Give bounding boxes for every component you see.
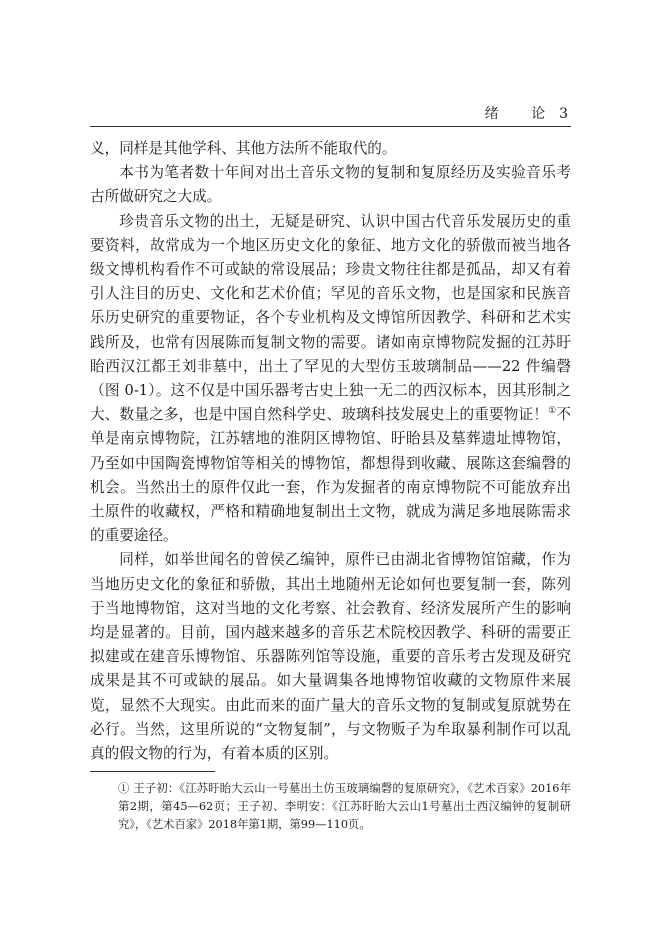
- paragraph-2: 本书为笔者数十年间对出土音乐文物的复制和复原经历及实验音乐考古所做研究之大成。: [90, 164, 571, 206]
- paragraph-3: [90, 210, 571, 549]
- running-header: [90, 100, 571, 127]
- paragraph-4: 同样，如举世闻名的曾侯乙编钟，原件已由湖北省博物馆馆藏，作为当地历史文化的象征和骄傲，其出土地随州无论如何也要复制一套，陈列于当地博物馆，这对当地的文化考察、社会教育、经济发展所产生的影响均是显著的。目前，国内越来越多的音乐艺术院校因教学、科研的需要正拟建或在建音乐博物馆、乐器陈列馆等设施，重要的音乐考古发现及研究成果是其不可或缺的展品。如大量调集各地博物馆收藏的文物原件来展览，显然不大现实。由此而来的面广量大的音乐文物的复制或复原就势在必行。当然，这里所说的“文物复制”，与文物贩子为牟取暴利制作可以乱真的假文物的行为，有着本质的区别。: [90, 551, 571, 763]
- header-text: [485, 103, 569, 123]
- footnote: [90, 780, 571, 834]
- paragraph-3-part-2: 不单是南京博物院，江苏辖地的淮阴区博物馆、盱眙县及墓葬遗址博物馆，乃至如中国陶瓷博物馆等相关的博物馆，都想得到收藏、展陈这套编磬的机会。当然出土的原件仅此一套，作为发掘者的南京博物院不可能放弃出土原件的收藏权，严格和精确地复制出土文物，就成为满足多地展陈需求的重要途径。: [90, 406, 571, 545]
- footnote-rule: [90, 771, 215, 772]
- footnote-marker: ①: [118, 782, 130, 795]
- chapter-title: 绪 论: [484, 106, 560, 122]
- footnote-reference[interactable]: ①: [548, 406, 557, 417]
- paragraph-3-part-1: 珍贵音乐文物的出土，无疑是研究、认识中国古代音乐发展历史的重要资料，故常成为一个地区历史文化的象征、地方文化的骄傲而被当地各级文博机构看作不可或缺的常设展品；珍贵文物往往都是孤品，却又有着引人注目的历史、文化和艺术价值；罕见的音乐文物，也是国家和民族音乐历史研究的重要物证，各个专业机构及文博馆所因教学、科研和艺术实践所及，也常有因展陈而复制文物的需要。诸如南京博物院发掘的江苏盱眙西汉江都王刘非墓中，出土了罕见的大型仿玉玻璃制品——22 件编磬（图 0-1）。这不仅是中国乐器考古史上独一无二的西汉标本，因其形制之大、数量之多，也是中国自然科学史、玻璃科技发展史上的重要物证！: [90, 212, 571, 424]
- main-text: [90, 137, 571, 766]
- paragraph-1: 义，同样是其他学科、其他方法所不能取代的。: [90, 140, 397, 157]
- footnote-body: [90, 780, 571, 834]
- footnote-text: 王子初：《江苏盱眙大云山一号墓出土仿玉玻璃编磬的复原研究》，《艺术百家》2016年第2期，第45—62页；王子初、李明安：《江苏盱眙大云山1号墓出土西汉编钟的复制研究》，《艺术百家》2018年第1期，第99—110页。: [118, 782, 571, 831]
- page-number: 3: [559, 106, 569, 122]
